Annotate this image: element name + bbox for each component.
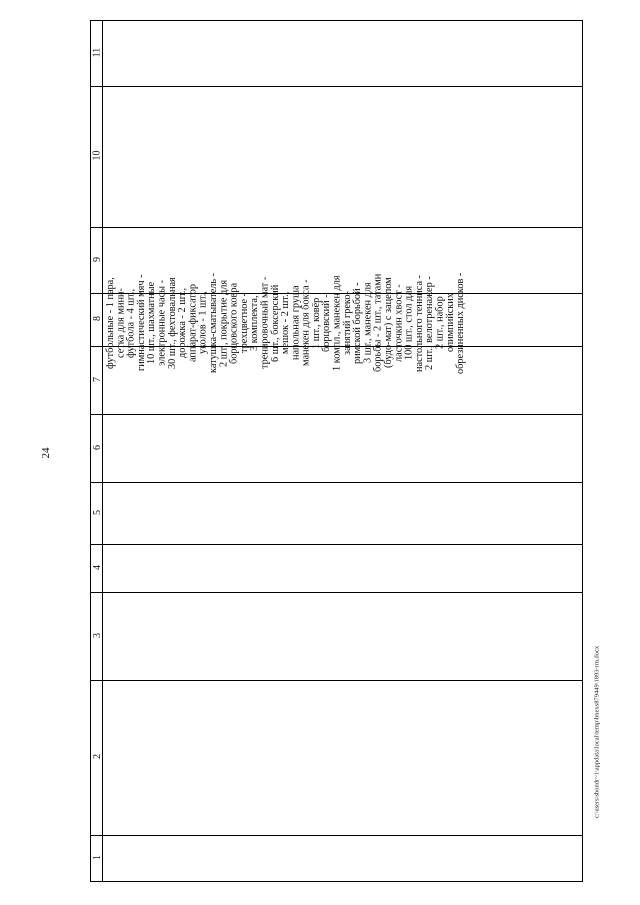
- equipment-line: дорожка - 2 шт.,: [177, 287, 189, 359]
- equipment-line: занятий греко-: [341, 291, 353, 355]
- equipment-line: 2 шт., покрытие для: [218, 279, 230, 367]
- equipment-line: гимнастический мяч -: [135, 274, 147, 372]
- equipment-line: аппарат-фиксатор: [187, 284, 199, 362]
- equipment-line: 10 шт., шахматные: [146, 281, 158, 365]
- equipment-line: напольная груша: [290, 285, 302, 361]
- column-10-cell: [105, 86, 467, 560]
- equipment-line: борцовского ковра: [228, 282, 240, 364]
- equipment-line: тренировочный мат -: [259, 276, 271, 370]
- equipment-line: 3 шт., манекен для: [362, 282, 374, 364]
- equipment-line: футбола - 4 шт.,: [125, 288, 137, 358]
- equipment-line: катушка-сматыватель -: [207, 272, 219, 374]
- col-number: 5: [91, 509, 103, 515]
- equipment-list-text: [105, 86, 467, 560]
- equipment-line: римской борьбой -: [352, 282, 364, 364]
- col-number: 1: [91, 854, 103, 860]
- equipment-line: борьбы - 2 шт., татами: [372, 273, 384, 373]
- equipment-line: 2 шт., велотренажер -: [424, 276, 436, 370]
- column-3: [91, 592, 582, 680]
- equipment-line: футбольные - 1 пара,: [105, 277, 116, 369]
- equipment-line: олимпийских: [444, 293, 456, 353]
- col-number: 10: [91, 150, 103, 161]
- equipment-line: электронные часы -: [156, 279, 168, 367]
- equipment-line: трехцветное -: [238, 292, 250, 354]
- equipment-line: борцовский -: [321, 294, 333, 352]
- equipment-line: 6 шт., боксерский: [269, 284, 281, 362]
- col-number: 2: [91, 754, 103, 759]
- col-number: 9: [91, 256, 103, 262]
- equipment-line: 3 комплекта,: [249, 295, 261, 351]
- equipment-line: 30 шт., фехтовальная: [166, 277, 178, 369]
- column-2: [91, 680, 582, 835]
- equipment-line: обрезиненных дисков -: [455, 272, 467, 374]
- col-number: 4: [91, 564, 103, 570]
- col-number: 11: [91, 47, 103, 58]
- column-11: [91, 21, 582, 86]
- equipment-line: настольного тенниса -: [413, 274, 425, 372]
- col-number: 8: [91, 316, 103, 321]
- col-number: 3: [91, 632, 103, 638]
- equipment-line: мешок - 2 шт.,: [280, 291, 292, 355]
- equipment-line: ласточкин хвост -: [393, 284, 405, 362]
- column-1: [91, 835, 582, 881]
- equipment-line: уколов - 1 шт.,: [197, 291, 209, 355]
- col-number: 7: [91, 376, 103, 382]
- equipment-line: 1 шт., ковёр: [310, 297, 322, 349]
- col-number: 6: [91, 444, 103, 450]
- equipment-line: сетка для мини-: [115, 288, 127, 358]
- file-path-footer: c:\users\sbondr~1\appdata\local\temp\bnexs879449\1893-rm.docx: [593, 645, 601, 819]
- equipment-line: 100 шт., стол для: [403, 285, 415, 361]
- equipment-line: 1 компл., манекен для: [331, 275, 343, 371]
- equipment-line: манекен для бокса -: [300, 279, 312, 367]
- equipment-line: 2 шт., набор: [434, 296, 446, 350]
- page-number: 24: [40, 447, 52, 459]
- equipment-line: (будо-мат) с зацепом: [383, 277, 395, 369]
